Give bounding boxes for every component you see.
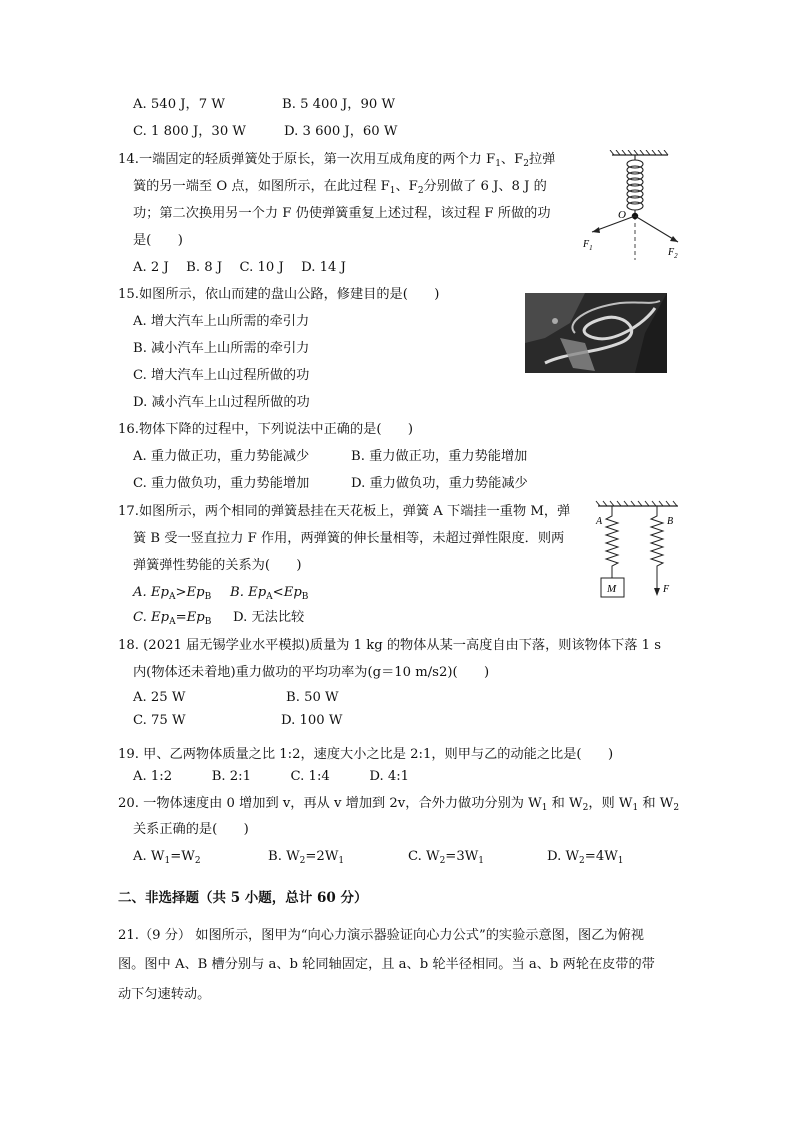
two-springs-figure — [590, 500, 685, 602]
q17-stem-line2: 簧 B 受一竖直拉力 F 作用，两弹簧的伸长量相等，未超过弹性限度．则两 — [133, 531, 565, 546]
q18-option-a: A. 25 W — [133, 690, 186, 705]
q15-option-b: B. 减小汽车上山所需的牵引力 — [133, 341, 310, 356]
q19-options: A. 1:2 B. 2:1 C. 1:4 D. 4:1 — [133, 769, 410, 784]
fig-m-label: M — [607, 583, 617, 595]
q20-option-c: C. $W_2=3W_1$ — [408, 849, 485, 866]
q21-stem-line3: 动下匀速转动。 — [118, 987, 211, 1002]
q20-option-d: D. $W_2=4W_1$ — [547, 849, 624, 866]
q17-option-b: B. $Ep_A<Ep_B$ — [230, 585, 309, 602]
q16-option-a: A. 重力做正功，重力势能减少 — [133, 449, 310, 464]
fig-f-label: F — [663, 584, 670, 595]
q15-option-d: D. 减小汽车上山过程所做的功 — [133, 395, 310, 410]
q13-option-d: D. 3 600 J，60 W — [284, 124, 398, 139]
q14-stem-line3: 功；第二次换用另一个力 F 仍使弹簧重复上述过程，该过程 F 所做的功 — [133, 206, 551, 221]
spring-forces-figure — [580, 150, 690, 262]
q18-option-c: C. 75 W — [133, 713, 186, 728]
q19-stem: 19. 甲、乙两物体质量之比 1:2，速度大小之比是 2:1，则甲与乙的动能之比是( ) — [118, 747, 614, 762]
q20-stem-line1: 20. 一物体速度由 0 增加到 v，再从 v 增加到 2v，合外力做功分别为 $W_1$ 和 $W_2$，则 $W_1$ 和 $W_2$ — [118, 796, 680, 813]
q18-option-b: B. 50 W — [286, 690, 339, 705]
q21-stem-line1: 21.（9 分） 如图所示，图甲为“向心力演示器验证向心力公式”的实验示意图，图乙为俯视 — [118, 928, 644, 943]
q17-option-d: D. 无法比较 — [233, 610, 305, 625]
q17-option-c: C. $Ep_A=Ep_B$ — [133, 610, 212, 627]
q14-stem-line1: 14.一端固定的轻质弹簧处于原长，第一次用互成角度的两个力 $F_1$、$F_2$拉弹 — [118, 152, 556, 169]
q18-stem-line1: 18. (2021 届无锡学业水平模拟)质量为 1 kg 的物体从某一高度自由下落，则该物体下落 1 s — [118, 638, 661, 653]
fig-f1-label: $F_1$ — [583, 239, 593, 252]
mountain-road-photo — [525, 293, 667, 373]
q20-stem-line2: 关系正确的是( ) — [133, 822, 249, 837]
q16-stem: 16.物体下降的过程中，下列说法中正确的是( ) — [118, 422, 414, 437]
q18-stem-line2: 内(物体还未着地)重力做功的平均功率为(g＝10 m/s2)( ) — [133, 665, 490, 680]
q13-option-a: A. 540 J，7 W — [133, 97, 225, 112]
fig-o-label: O — [618, 209, 626, 221]
q16-option-c: C. 重力做负功，重力势能增加 — [133, 476, 310, 491]
q16-option-d: D. 重力做负功，重力势能减少 — [351, 476, 528, 491]
q17-option-a: A. $Ep_A>Ep_B$ — [133, 585, 212, 602]
q17-stem-line3: 弹簧弹性势能的关系为( ) — [133, 558, 302, 573]
section-heading: 二、非选择题（共 5 小题，总计 60 分） — [118, 890, 368, 906]
q17-stem-line1: 17.如图所示，两个相同的弹簧悬挂在天花板上，弹簧 A 下端挂一重物 M，弹 — [118, 504, 571, 519]
q14-stem-line2: 簧的另一端至 O 点，如图所示，在此过程 $F_1$、$F_2$分别做了 6 J、8 J 的 — [133, 179, 547, 196]
q14-stem-line4: 是( ) — [133, 233, 183, 248]
q15-option-c: C. 增大汽车上山过程所做的功 — [133, 368, 310, 383]
q13-option-b: B. 5 400 J，90 W — [282, 97, 396, 112]
q16-option-b: B. 重力做正功，重力势能增加 — [351, 449, 528, 464]
q15-option-a: A. 增大汽车上山所需的牵引力 — [133, 314, 310, 329]
q20-option-a: A. $W_1=W_2$ — [133, 849, 201, 866]
q21-stem-line2: 图。图中 A、B 槽分别与 a、b 轮同轴固定，且 a、b 轮半径相同。当 a、b 两轮在皮带的带 — [118, 957, 655, 972]
q15-stem: 15.如图所示，依山而建的盘山公路，修建目的是( ) — [118, 287, 440, 302]
fig-b-label: B — [667, 516, 674, 527]
fig-f2-label: $F_2$ — [668, 247, 678, 260]
fig-a-label: A — [596, 516, 603, 527]
q18-option-d: D. 100 W — [281, 713, 343, 728]
q20-option-b: B. $W_2=2W_1$ — [268, 849, 345, 866]
q14-options: A. 2 J B. 8 J C. 10 J D. 14 J — [133, 260, 346, 275]
q13-option-c: C. 1 800 J，30 W — [133, 124, 246, 139]
